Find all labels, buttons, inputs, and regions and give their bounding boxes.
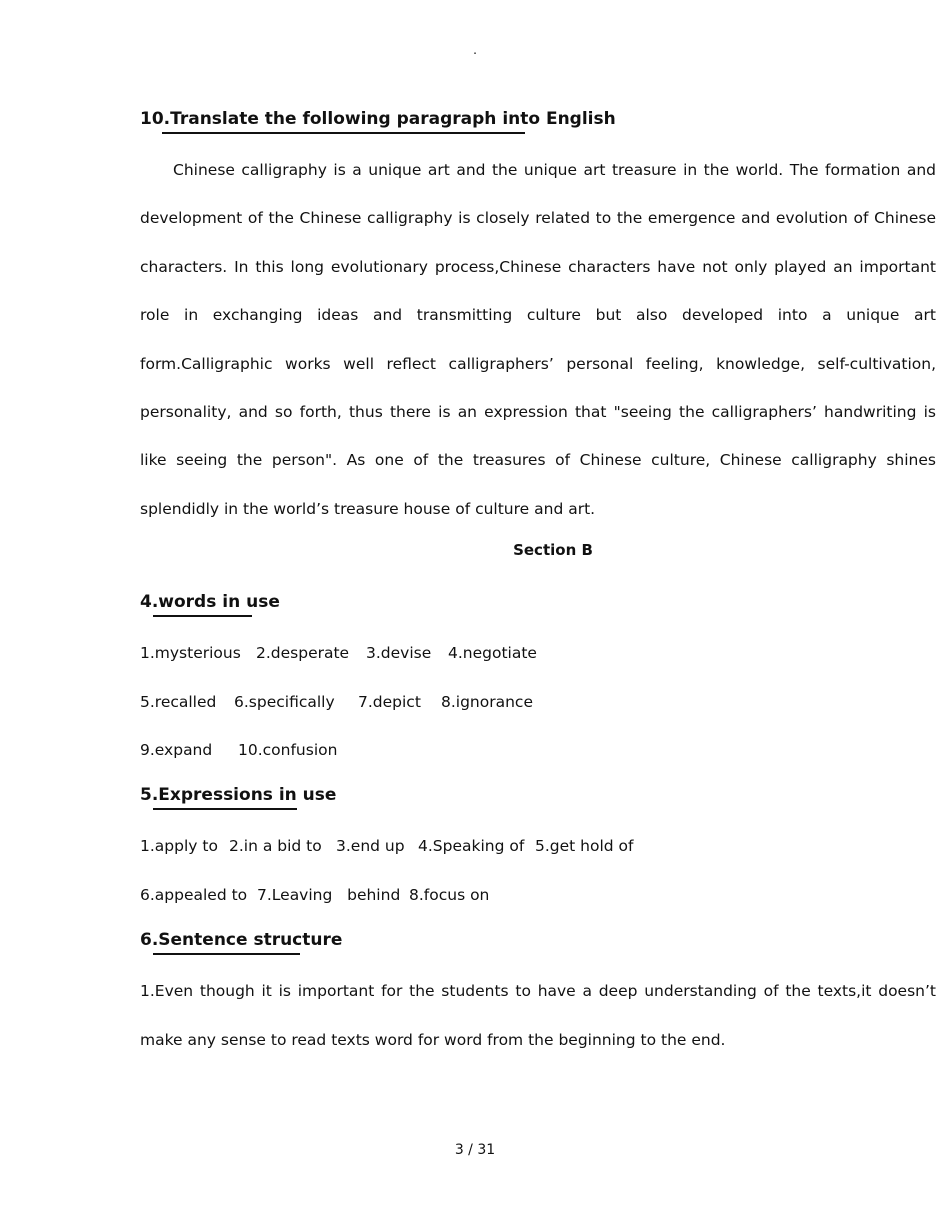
q4-word-5: 5.recalled xyxy=(140,692,217,711)
q5-line-1 xyxy=(140,822,936,870)
q5-expression-5: 5.get hold of xyxy=(535,837,634,856)
page-number: 3 / 31 xyxy=(454,1142,496,1158)
q10-heading-underline xyxy=(162,132,525,134)
q5-expression-6: 6.appealed to xyxy=(140,885,248,904)
q5-expression-2: 2.in a bid to xyxy=(229,837,322,856)
q5-expression-3: 3.end up xyxy=(336,837,405,856)
q5-expression-8: 8.focus on xyxy=(409,885,490,904)
q10-heading-text: 10.Translate the following paragraph into English xyxy=(140,109,616,129)
q5-expression-7: 7.Leaving behind xyxy=(257,885,401,904)
q4-word-3: 3.devise xyxy=(366,644,432,663)
q5-heading xyxy=(140,774,936,822)
q4-line-2 xyxy=(140,678,936,726)
q4-word-6: 6.specifically xyxy=(234,692,335,711)
q4-heading-text: 4.words in use xyxy=(140,592,280,613)
q5-heading-text: 5.Expressions in use xyxy=(140,785,337,806)
page-content xyxy=(140,98,936,1064)
q6-heading-underline xyxy=(153,953,300,955)
q6-heading xyxy=(140,919,936,967)
q5-expression-4: 4.Speaking of xyxy=(418,837,525,856)
q5-line-2 xyxy=(140,871,936,919)
q4-line-1 xyxy=(140,629,936,677)
q5-heading-underline xyxy=(153,808,297,810)
q6-heading-text: 6.Sentence structure xyxy=(140,930,343,951)
section-b-title: Section B xyxy=(513,541,593,560)
q4-word-10: 10.confusion xyxy=(238,741,338,760)
q5-expression-1: 1.apply to xyxy=(140,837,218,856)
q4-word-8: 8.ignorance xyxy=(441,692,533,711)
q4-word-4: 4.negotiate xyxy=(448,644,537,663)
q10-heading xyxy=(140,98,936,146)
header-mark: . xyxy=(473,43,477,57)
q4-line-3 xyxy=(140,726,936,774)
q4-word-7: 7.depict xyxy=(358,692,421,711)
q4-heading-underline xyxy=(153,615,252,617)
q4-word-2: 2.desperate xyxy=(256,644,350,663)
q4-heading xyxy=(140,581,936,629)
q6-sentence-1: 1.Even though it is important for the students to have a deep understanding of the texts,it doesn’t make any sense to read texts word for word from the beginning to the end. xyxy=(140,982,936,1049)
q10-paragraph: Chinese calligraphy is a unique art and the unique art treasure in the world. The formation and development of the Chinese calligraphy is closely related to the emergence and evolution of Chinese characters. In this long evolutionary process,Chinese characters have not only played an important role in exchanging ideas and transmitting culture but also developed into a unique art form.Calligraphic works well reflect calligraphers’ personal feeling, knowledge, self-cultivation, personality, and so forth, thus there is an expression that "seeing the calligraphers’ handwriting is like seeing the person". As one of the treasures of Chinese culture, Chinese calligraphy shines splendidly in the world’s treasure house of culture and art. xyxy=(140,161,936,518)
q4-word-9: 9.expand xyxy=(140,741,213,760)
q4-word-1: 1.mysterious xyxy=(140,644,241,663)
